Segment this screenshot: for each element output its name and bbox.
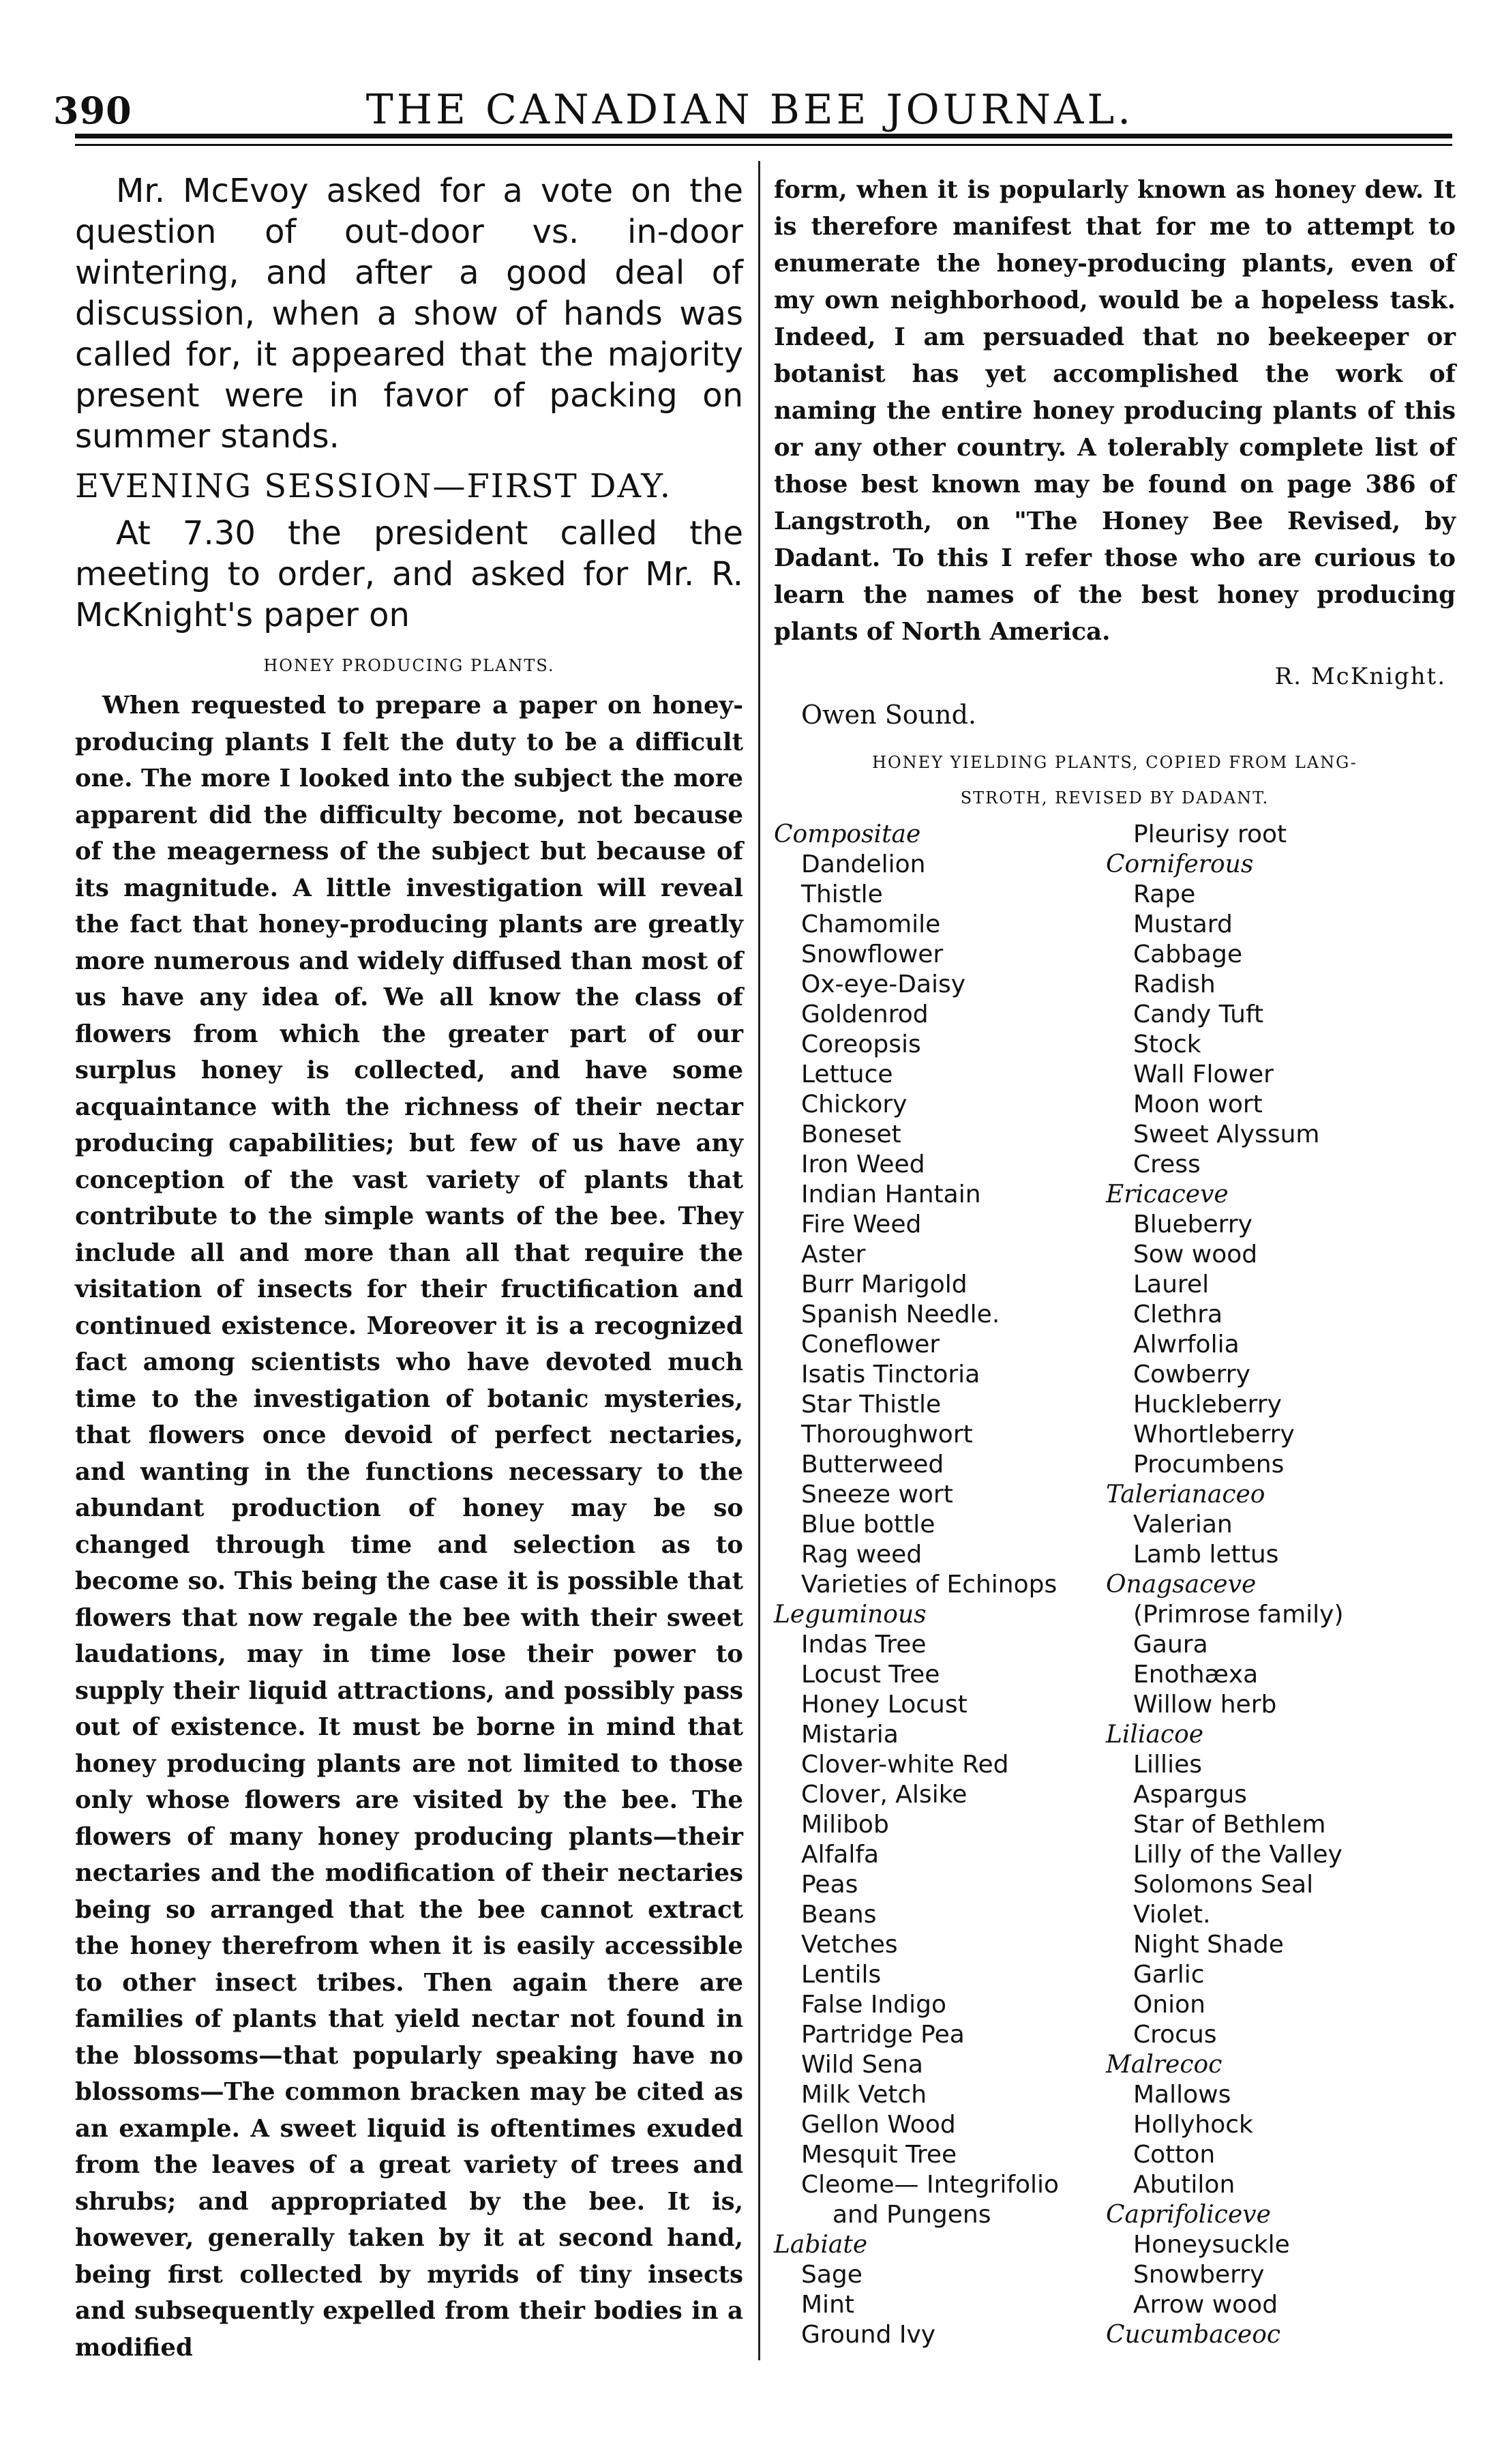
plant-family-heading: Ericaceve	[1106, 1181, 1229, 1208]
paper-body-right: form, when it is popularly known as honey dew. It is therefore manifest that for me to attempt to enumerate the honey-producing plants, even of my own neighborhood, would be a hopeless task. Indeed, I am persuaded that no beekeeper or botanist has yet accomplished the work of naming the entire honey producing plants of this or any other country. A tolerably complete list of those best known may be found on page 386 of Langstroth, on "The Honey Bee Revised, by Dadant. To this I refer those who are curious to learn the names of the best honey producing plants of North America.	[774, 176, 1456, 646]
plant-name: Mesquit Tree	[801, 2141, 957, 2169]
plant-name: Lettuce	[801, 1060, 893, 1088]
plant-name: Spanish Needle.	[801, 1301, 1000, 1329]
plant-name: Moon wort	[1133, 1090, 1263, 1118]
paper-title: HONEY PRODUCING PLANTS.	[263, 656, 555, 675]
plant-name: Snowberry	[1133, 2261, 1265, 2289]
plant-name: Rape	[1133, 880, 1196, 908]
plant-name: Clethra	[1133, 1301, 1223, 1329]
plant-name: Gellon Wood	[801, 2111, 956, 2139]
plant-list-column-1	[774, 820, 1122, 2350]
plant-name: Crocus	[1133, 2021, 1217, 2049]
header-rule-thin	[75, 144, 1452, 146]
plant-name: Ox-eye-Daisy	[801, 970, 966, 998]
plant-name: Aster	[801, 1241, 866, 1268]
plant-name: Sow wood	[1133, 1241, 1258, 1268]
plant-name: Candy Tuft	[1133, 1000, 1264, 1028]
column-divider	[758, 161, 760, 2360]
plant-name: Coreopsis	[801, 1030, 921, 1058]
plant-name: Peas	[801, 1871, 858, 1899]
plant-name: Mistaria	[801, 1721, 899, 1749]
plant-name: Cotton	[1133, 2141, 1216, 2169]
plant-name: Pleurisy root	[1133, 820, 1287, 848]
plant-name: Aspargus	[1133, 1781, 1247, 1809]
intro-paragraph: Mr. McEvoy asked for a vote on the question of out-door vs. in-door wintering, and after a good deal of discussion, when a show of hands was called for, it appeared that the majority present were in favor of packing on summer stands.	[75, 172, 743, 456]
plant-name: Varieties of Echinops	[801, 1571, 1058, 1599]
plant-name: Whortleberry	[1133, 1421, 1295, 1449]
plant-name: Blueberry	[1133, 1211, 1252, 1238]
page-number: 390	[53, 89, 132, 132]
plant-list	[774, 820, 1456, 2349]
plant-name: Lillies	[1133, 1751, 1202, 1779]
plant-name: Radish	[1133, 970, 1216, 998]
plant-name: Chickory	[801, 1090, 907, 1118]
author-place: Owen Sound.	[801, 700, 976, 730]
plant-family-heading: Malrecoc	[1106, 2051, 1222, 2079]
plant-name: Gaura	[1133, 1631, 1208, 1659]
plant-name: Honeysuckle	[1133, 2231, 1290, 2259]
list-title-line-2: STROTH, REVISED BY DADANT.	[960, 788, 1270, 807]
plant-name: Enothæxa	[1133, 1661, 1259, 1689]
plant-name: Lilly of the Valley	[1133, 1841, 1342, 1869]
list-title-line-1: HONEY YIELDING PLANTS, COPIED FROM LANG-	[872, 753, 1358, 772]
plant-family-heading: Talerianaceo	[1106, 1481, 1265, 1509]
session-intro-paragraph: At 7.30 the president called the meeting to order, and asked for Mr. R. McKnight's paper on	[75, 514, 743, 634]
plant-name: Burr Marigold	[801, 1271, 967, 1298]
plant-name: Isatis Tinctoria	[801, 1361, 980, 1389]
plant-name: (Primrose family)	[1133, 1601, 1344, 1629]
plant-name: Arrow wood	[1133, 2291, 1278, 2319]
plant-name: Star of Bethlem	[1133, 1811, 1326, 1839]
plant-family-heading: Liliacoe	[1106, 1721, 1204, 1749]
plant-name: Fire Weed	[801, 1211, 922, 1238]
plant-name: Indas Tree	[801, 1631, 927, 1659]
plant-name: Chamomile	[801, 910, 941, 938]
plant-name: Dandelion	[801, 850, 926, 878]
running-title: THE CANADIAN BEE JOURNAL.	[365, 86, 1135, 134]
plant-name: Willow herb	[1133, 1691, 1277, 1719]
plant-name: Wild Sena	[801, 2051, 923, 2079]
plant-name: Night Shade	[1133, 1931, 1284, 1959]
plant-name: Onion	[1133, 1991, 1205, 2019]
plant-name: Cress	[1133, 1151, 1201, 1178]
plant-name: Garlic	[1133, 1961, 1205, 1989]
plant-family-heading: Corniferous	[1106, 850, 1254, 878]
plant-name: Laurel	[1133, 1271, 1210, 1298]
plant-name: Solomons Seal	[1133, 1871, 1314, 1899]
plant-name: Honey Locust	[801, 1691, 967, 1719]
session-heading: EVENING SESSION—FIRST DAY.	[75, 467, 672, 505]
plant-name: Clover, Alsike	[801, 1781, 967, 1809]
plant-name: Mallows	[1133, 2081, 1231, 2109]
plant-name: Cowberry	[1133, 1361, 1250, 1389]
plant-family-heading: Compositae	[774, 820, 921, 848]
plant-list-column-2	[1106, 820, 1460, 2350]
paper-body-left: When requested to prepare a paper on honey-producing plants I felt the duty to be a difficult one. The more I looked into the subject the more apparent did the difficulty become, not because of the meagerness of the subject but because of its magnitude. A little investigation will reveal the fact that honey-producing plants are greatly more numerous and widely diffused than most of us have any idea of. We all know the class of flowers from which the greater part of our surplus honey is collected, and have some acquaintance with the richness of their nectar producing capabilities; but few of us have any conception of the vast variety of plants that contribute to the simple wants of the bee. They include all and more than all that require the visitation of insects for their fructification and continued existence. Moreover it is a recognized fact among scientists who have devoted much time to the investigation of botanic mysteries, that flowers once devoid of perfect nectaries, and wanting in the functions necessary to the abundant production of honey may be so changed through time and selection as to become so. This being the case it is possible that flowers that now regale the bee with their sweet laudations, may in time lose their power to supply their liquid attractions, and possibly pass out of existence. It must be borne in mind that honey producing plants are not limited to those only whose flowers are visited by the bee. The flowers of many honey producing plants—their nectaries and the modification of their nectaries being so arranged that the bee cannot extract the honey therefrom when it is easily accessible to other insect tribes. Then again there are families of plants that yield nectar not found in the blossoms—that popularly speaking have no blossoms—The common bracken may be cited as an example. A sweet liquid is oftentimes exuded from the leaves of a great variety of trees and shrubs; and appropriated by the bee. It is, however, generally taken by it at second hand, being first collected by myrids of tiny insects and subsequently expelled from their bodies in a modified	[75, 692, 743, 2362]
right-column	[774, 172, 1456, 2349]
plant-name: Milk Vetch	[801, 2081, 927, 2109]
plant-name: Sage	[801, 2261, 862, 2289]
plant-family-heading: Caprifoliceve	[1106, 2201, 1271, 2229]
plant-name: Rag weed	[801, 1541, 922, 1569]
plant-name: Coneflower	[801, 1331, 940, 1359]
plant-name: Beans	[801, 1901, 877, 1929]
plant-name: Wall Flower	[1133, 1060, 1274, 1088]
plant-name: Partridge Pea	[801, 2021, 965, 2049]
plant-name: Abutilon	[1133, 2171, 1235, 2199]
plant-name: and Pungens	[832, 2201, 991, 2229]
plant-name: Blue bottle	[801, 1511, 935, 1539]
plant-family-heading: Onagsaceve	[1106, 1571, 1257, 1599]
plant-name: Star Thistle	[801, 1391, 942, 1419]
plant-name: Stock	[1133, 1030, 1201, 1058]
plant-name: Sweet Alyssum	[1133, 1120, 1320, 1148]
plant-name: Lentils	[801, 1961, 882, 1989]
plant-name: False Indigo	[801, 1991, 946, 2019]
plant-name: Violet.	[1133, 1901, 1211, 1929]
plant-name: Goldenrod	[801, 1000, 929, 1028]
list-title	[774, 745, 1456, 816]
plant-name: Alwrfolia	[1133, 1331, 1240, 1359]
plant-name: Huckleberry	[1133, 1391, 1282, 1419]
plant-name: Locust Tree	[801, 1661, 940, 1689]
plant-name: Clover-white Red	[801, 1751, 1009, 1779]
plant-name: Mustard	[1133, 910, 1233, 938]
plant-name: Cleome— Integrifolio	[801, 2171, 1060, 2199]
plant-name: Snowflower	[801, 940, 944, 968]
plant-name: Boneset	[801, 1120, 901, 1148]
plant-name: Hollyhock	[1133, 2111, 1253, 2139]
plant-name: Thistle	[801, 880, 883, 908]
plant-name: Cabbage	[1133, 940, 1242, 968]
plant-name: Lamb lettus	[1133, 1541, 1279, 1569]
plant-name: Valerian	[1133, 1511, 1233, 1539]
plant-name: Sneeze wort	[801, 1481, 953, 1509]
plant-name: Alfalfa	[801, 1841, 880, 1869]
left-column	[75, 170, 743, 2366]
author-signature: R. McKnight.	[1274, 663, 1446, 690]
plant-family-heading: Labiate	[774, 2231, 868, 2259]
plant-name: Milibob	[801, 1811, 889, 1839]
plant-name: Butterweed	[801, 1451, 944, 1479]
plant-name: Vetches	[801, 1931, 898, 1959]
header-rule-thick	[75, 134, 1452, 138]
plant-name: Iron Weed	[801, 1151, 925, 1178]
plant-name: Ground Ivy	[801, 2321, 936, 2349]
plant-family-heading: Cucumbaceoc	[1106, 2321, 1281, 2349]
plant-name: Thoroughwort	[801, 1421, 973, 1449]
plant-name: Mint	[801, 2291, 854, 2319]
plant-name: Procumbens	[1133, 1451, 1285, 1479]
plant-family-heading: Leguminous	[774, 1601, 927, 1629]
plant-name: Indian Hantain	[801, 1181, 981, 1208]
